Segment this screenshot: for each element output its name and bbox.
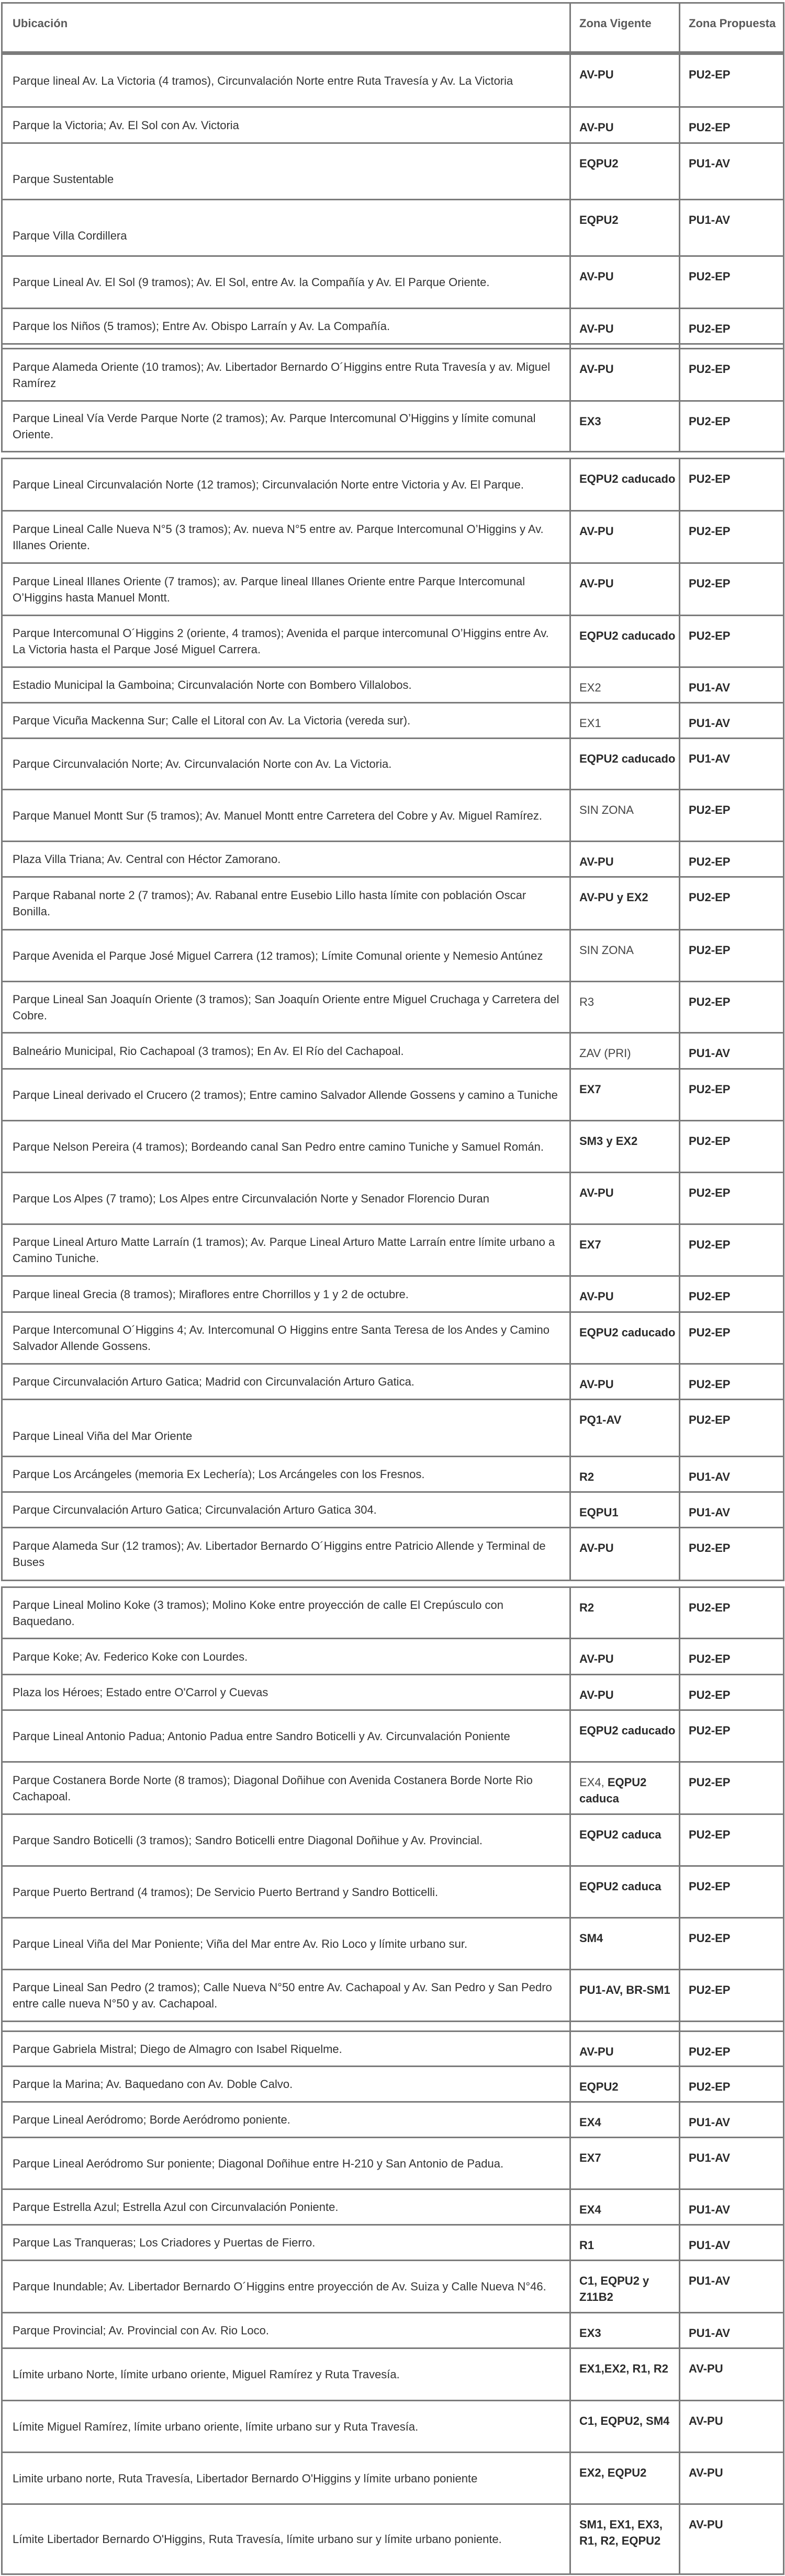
ubicacion-cell: Parque Lineal Calle Nueva N°5 (3 tramos); Av. nueva N°5 entre av. Parque Intercomunal O’Higgins y Av. Illanes Oriente.	[13, 522, 544, 552]
zona-propuesta-cell: PU1-AV	[679, 668, 783, 702]
ubicacion-cell: Parque Avenida el Parque José Miguel Carrera (12 tramos); Límite Comunal oriente y Nemesio Antúnez	[13, 949, 543, 962]
zona-vigente-cell: C1, EQPU2 y Z11B2	[569, 2261, 679, 2312]
ubicacion-cell: Parque Estrella Azul; Estrella Azul con Circunvalación Poniente.	[13, 2200, 339, 2214]
zona-propuesta-cell: PU1-AV	[679, 1034, 783, 1068]
ubicacion-cell: Plaza los Héroes; Estado entre O'Carrol y Cuevas	[13, 1686, 268, 1699]
table-row	[1, 458, 784, 512]
zona-propuesta-cell: AV-PU	[679, 2505, 783, 2573]
ubicacion-cell: Parque Villa Cordillera	[13, 229, 127, 242]
table-row	[1, 348, 784, 402]
table-row	[1, 1709, 784, 1763]
zona-vigente-cell: EQPU2 caducado	[569, 616, 679, 666]
zona-vigente-cell: SIN ZONA	[569, 930, 679, 981]
zona-vigente-cell: EX1,EX2, R1, R2	[569, 2349, 679, 2400]
zona-vigente-cell: EX7	[569, 1225, 679, 1275]
table-row	[1, 1761, 784, 1815]
zona-propuesta-cell: PU2-EP	[679, 1121, 783, 1172]
zona-propuesta-cell: PU2-EP	[679, 1675, 783, 1709]
ubicacion-cell: Parque Koke; Av. Federico Koke con Lourdes.	[13, 1650, 248, 1663]
ubicacion-cell: Parque Sandro Boticelli (3 tramos); Sandro Boticelli entre Diagonal Doñihue y Av. Provincial.	[13, 1833, 483, 1847]
zona-propuesta-cell: PU2-EP	[679, 1070, 783, 1120]
zona-propuesta-cell: PU2-EP	[679, 1528, 783, 1580]
zona-propuesta-cell: PU1-AV	[679, 2313, 783, 2347]
table-row	[1, 199, 784, 257]
table-row	[1, 255, 784, 309]
ubicacion-cell: Límite Libertador Bernardo O'Higgins, Ruta Travesía, límite urbano sur y límite urbano poniente.	[13, 2533, 502, 2546]
table-row	[1, 841, 784, 878]
zona-propuesta-cell: PU1-AV	[679, 1457, 783, 1491]
ubicacion-cell: Parque Lineal Vía Verde Parque Norte (2 tramos); Av. Parque Intercomunal O’Higgins y límite comunal Oriente.	[13, 412, 536, 441]
table-row	[1, 1527, 784, 1581]
zona-vigente-cell: PU1-AV, BR-SM1	[569, 1970, 679, 2021]
table-row	[1, 876, 784, 930]
zona-propuesta-cell: PU2-EP	[679, 878, 783, 929]
zona-vigente-cell: R1	[569, 2226, 679, 2260]
zona-vigente-cell: AV-PU	[569, 1365, 679, 1399]
ubicacion-cell: Parque Lineal Molino Koke (3 tramos); Molino Koke entre proyección de calle El Crepúsculo con Baquedano.	[13, 1598, 503, 1628]
table-row	[1, 1311, 784, 1365]
table-row	[1, 1275, 784, 1313]
ubicacion-cell: Parque lineal Av. La Victoria (4 tramos), Circunvalación Norte entre Ruta Travesía y Av. La Victoria	[13, 74, 513, 87]
table-row	[1, 400, 784, 452]
zona-propuesta-cell: PU2-EP	[679, 1763, 783, 1813]
zona-propuesta-cell: PU1-AV	[679, 703, 783, 737]
zona-propuesta-cell: PU1-AV	[679, 2261, 783, 2312]
ubicacion-cell: Parque Nelson Pereira (4 tramos); Bordeando canal San Pedro entre camino Tuniche y Samuel Román.	[13, 1140, 544, 1153]
table-header	[1, 2, 784, 55]
zona-vigente-cell: EQPU1	[569, 1493, 679, 1527]
ubicacion-cell: Parque Lineal Arturo Matte Larraín (1 tramos); Av. Parque Lineal Arturo Matte Larraín entre límite urbano a Camino Tuniche.	[13, 1235, 555, 1265]
zona-propuesta-cell: PU2-EP	[679, 512, 783, 562]
ubicacion-cell: Parque Alameda Oriente (10 tramos); Av. Libertador Bernardo O´Higgins entre Ruta Travesía y av. Miguel Ramírez	[13, 360, 551, 390]
table-row	[1, 2030, 784, 2067]
zona-propuesta-cell: PU2-EP	[679, 257, 783, 308]
header-zona-propuesta: Zona Propuesta	[679, 4, 783, 51]
table-row	[1, 2188, 784, 2226]
separator-cell	[3, 2022, 569, 2030]
table-row	[1, 2066, 784, 2103]
ubicacion-cell: Parque Circunvalación Arturo Gatica; Madrid con Circunvalación Arturo Gatica.	[13, 1375, 414, 1388]
ubicacion-cell: Parque Lineal Aeródromo; Borde Aeródromo poniente.	[13, 2113, 290, 2126]
ubicacion-cell: Parque Lineal Illanes Oriente (7 tramos); av. Parque lineal Illanes Oriente entre Parque Intercomunal O’Higgins hasta Manuel Montt.	[13, 574, 525, 604]
zona-propuesta-cell: PU1-AV	[679, 1493, 783, 1527]
zona-vigente-cell: EX2	[569, 668, 679, 702]
zona-propuesta-cell: PU2-EP	[679, 1400, 783, 1456]
ubicacion-cell: Parque Gabriela Mistral; Diego de Almagro con Isabel Riquelme.	[13, 2042, 342, 2056]
ubicacion-cell: Parque Lineal Av. El Sol (9 tramos); Av. El Sol, entre Av. la Compañía y Av. El Parque Oriente.	[13, 276, 490, 289]
zona-vigente-cell: AV-PU y EX2	[569, 878, 679, 929]
separator-cell	[679, 2022, 783, 2030]
table-row	[1, 1456, 784, 1493]
zona-vigente-cell: SM1, EX1, EX3, R1, R2, EQPU2	[569, 2505, 679, 2573]
zona-propuesta-cell: PU1-AV	[679, 144, 783, 199]
ubicacion-cell: Parque Circunvalación Norte; Av. Circunvalación Norte con Av. La Victoria.	[13, 757, 392, 770]
zona-vigente-cell: AV-PU	[569, 842, 679, 876]
table-row	[1, 562, 784, 616]
zona-propuesta-cell: PU2-EP	[679, 2032, 783, 2066]
zona-vigente-cell: AV-PU	[569, 309, 679, 343]
zona-vigente-cell: R2	[569, 1457, 679, 1491]
zona-propuesta-cell: PU2-EP	[679, 309, 783, 343]
zona-propuesta-cell: PU2-EP	[679, 1277, 783, 1311]
ubicacion-cell: Parque Lineal Circunvalación Norte (12 tramos); Circunvalación Norte entre Victoria y Av. El Parque.	[13, 478, 524, 491]
ubicacion-cell: Límite urbano Norte, límite urbano oriente, Miguel Ramírez y Ruta Travesía.	[13, 2368, 400, 2381]
zona-propuesta-cell: PU2-EP	[679, 982, 783, 1032]
table-row	[1, 2260, 784, 2313]
ubicacion-cell: Estadio Municipal la Gamboina; Circunvalación Norte con Bombero Villalobos.	[13, 678, 412, 691]
zona-vigente-cell: EX2, EQPU2	[569, 2453, 679, 2503]
zona-vigente-cell: AV-PU	[569, 1528, 679, 1580]
ubicacion-cell: Parque Lineal Viña del Mar Oriente	[13, 1429, 193, 1443]
zona-vigente-value: EQPU2 caduca	[579, 1776, 647, 1805]
table-row	[1, 929, 784, 982]
table-row	[1, 1032, 784, 1070]
zona-propuesta-cell: AV-PU	[679, 2401, 783, 2452]
ubicacion-cell: Parque lineal Grecia (8 tramos); Miraflores entre Chorrillos y 1 y 2 de octubre.	[13, 1287, 409, 1301]
zona-propuesta-cell: PU1-AV	[679, 739, 783, 789]
zona-vigente-cell: EX7	[569, 1070, 679, 1120]
table-row	[1, 789, 784, 842]
ubicacion-cell: Parque Lineal Viña del Mar Poniente; Viña del Mar entre Av. Rio Loco y límite urbano sur.	[13, 1937, 468, 1950]
table-row	[1, 1865, 784, 1919]
zona-vigente-cell: EQPU2	[569, 2067, 679, 2101]
zona-vigente-cell: EX3	[569, 402, 679, 451]
table-row	[1, 1120, 784, 1173]
zona-propuesta-cell: PU2-EP	[679, 930, 783, 981]
ubicacion-cell: Parque Costanera Borde Norte (8 tramos); Diagonal Doñihue con Avenida Costanera Borde Norte Rio Cachapoal.	[13, 1773, 533, 1803]
zona-propuesta-cell: AV-PU	[679, 2453, 783, 2503]
table-row	[1, 1491, 784, 1528]
zona-propuesta-cell: PU1-AV	[679, 2138, 783, 2188]
ubicacion-cell: Parque Lineal derivado el Crucero (2 tramos); Entre camino Salvador Allende Gossens y camino a Tuniche	[13, 1088, 558, 1102]
table-row	[1, 1917, 784, 1970]
zona-vigente-cell: EX4	[569, 2190, 679, 2224]
ubicacion-cell: Parque Puerto Bertrand (4 tramos); De Servicio Puerto Bertrand y Sandro Botticelli.	[13, 1885, 439, 1899]
zona-propuesta-cell: PU2-EP	[679, 1919, 783, 1969]
ubicacion-cell: Parque Vicuña Mackenna Sur; Calle el Litoral con Av. La Victoria (vereda sur).	[13, 714, 411, 727]
zona-propuesta-cell: PU2-EP	[679, 1970, 783, 2021]
ubicacion-cell: Parque Circunvalación Arturo Gatica; Circunvalación Arturo Gatica 304.	[13, 1503, 377, 1516]
ubicacion-cell: Parque Intercomunal O´Higgins 4; Av. Intercomunal O Higgins entre Santa Teresa de los Andes y Camino Salvador Allende Gossens.	[13, 1323, 550, 1353]
zona-propuesta-cell: PU2-EP	[679, 402, 783, 451]
ubicacion-cell: Balneário Municipal, Rio Cachapoal (3 tramos); En Av. El Río del Cachapoal.	[13, 1044, 404, 1058]
zona-vigente-cell: AV-PU	[569, 2032, 679, 2066]
zona-propuesta-cell: PU2-EP	[679, 616, 783, 666]
zona-propuesta-cell: PU1-AV	[679, 2103, 783, 2137]
ubicacion-cell: Parque Lineal San Joaquín Oriente (3 tramos); San Joaquín Oriente entre Miguel Cruchaga y Carretera del Cobre.	[13, 992, 559, 1022]
zona-vigente-cell: AV-PU	[569, 564, 679, 615]
zona-propuesta-cell: PU2-EP	[679, 1365, 783, 1399]
ubicacion-cell: Parque Lineal Aeródromo Sur poniente; Diagonal Doñihue entre H-210 y San Antonio de Padua.	[13, 2157, 504, 2170]
zona-vigente-cell: SM4	[569, 1919, 679, 1969]
ubicacion-cell: Parque Alameda Sur (12 tramos); Av. Libertador Bernardo O´Higgins entre Patricio Allende y Terminal de Buses	[13, 1539, 546, 1569]
zona-vigente-cell: EQPU2 caducado	[569, 1313, 679, 1363]
zona-propuesta-cell: PU2-EP	[679, 1588, 783, 1638]
ubicacion-cell: Limite urbano norte, Ruta Travesía, Libertador Bernardo O'Higgins y límite urbano poniente	[13, 2471, 478, 2485]
table-row	[1, 1813, 784, 1867]
zona-vigente-cell: SIN ZONA	[569, 790, 679, 841]
zona-propuesta-cell: PU2-EP	[679, 1639, 783, 1674]
zona-vigente-cell: EQPU2 caduca	[569, 1815, 679, 1865]
table-row	[1, 2101, 784, 2138]
zona-propuesta-cell: PU2-EP	[679, 1711, 783, 1761]
zona-propuesta-cell: PU2-EP	[679, 790, 783, 841]
ubicacion-cell: Parque Los Alpes (7 tramo); Los Alpes entre Circunvalación Norte y Senador Florencio Duran	[13, 1191, 490, 1205]
zona-propuesta-cell: PU2-EP	[679, 459, 783, 510]
ubicacion-cell: Parque la Marina; Av. Baquedano con Av. Doble Calvo.	[13, 2078, 293, 2091]
table-row	[1, 737, 784, 790]
zona-propuesta-cell: PU2-EP	[679, 2067, 783, 2101]
zona-vigente-cell: EX7	[569, 2138, 679, 2188]
ubicacion-cell: Parque Rabanal norte 2 (7 tramos); Av. Rabanal entre Eusebio Lillo hasta límite con población Oscar Bonilla.	[13, 889, 526, 918]
ubicacion-cell: Parque Lineal San Pedro (2 tramos); Calle Nueva N°50 entre Av. Cachapoal y Av. San Pedro y San Pedro entre calle nueva N°50 y av. Cachapoal.	[13, 1981, 552, 2010]
ubicacion-cell: Plaza Villa Triana; Av. Central con Héctor Zamorano.	[13, 853, 281, 866]
zona-propuesta-cell: PU2-EP	[679, 842, 783, 876]
table-row	[1, 1674, 784, 1711]
zona-vigente-cell: AV-PU	[569, 1639, 679, 1674]
table-row	[1, 2224, 784, 2261]
zona-propuesta-cell: PU1-AV	[679, 2226, 783, 2260]
zona-vigente-cell: C1, EQPU2, SM4	[569, 2401, 679, 2452]
zona-vigente-cell: EQPU2 caducado	[569, 459, 679, 510]
header-ubicacion: Ubicación	[13, 17, 68, 30]
zona-vigente-cell: AV-PU	[569, 512, 679, 562]
zona-vigente-cell: SM3 y EX2	[569, 1121, 679, 1172]
table-row	[1, 142, 784, 200]
zona-vigente-prefix: EX4,	[579, 1776, 608, 1789]
zona-vigente-cell: EQPU2	[569, 144, 679, 199]
table-row	[1, 666, 784, 703]
zona-propuesta-cell: PU1-AV	[679, 2190, 783, 2224]
zona-vigente-cell: R3	[569, 982, 679, 1032]
zona-vigente-cell: AV-PU	[569, 1277, 679, 1311]
zona-propuesta-cell: PU2-EP	[679, 1815, 783, 1865]
zona-vigente-cell: EX1	[569, 703, 679, 737]
table-row	[1, 1969, 784, 2022]
ubicacion-cell: Parque Manuel Montt Sur (5 tramos); Av. Manuel Montt entre Carretera del Cobre y Av. Miguel Ramírez.	[13, 809, 543, 822]
table-row	[1, 1363, 784, 1400]
ubicacion-cell: Parque Inundable; Av. Libertador Bernardo O´Higgins entre proyección de Av. Suiza y Calle Nueva N°46.	[13, 2280, 546, 2293]
zona-vigente-cell: AV-PU	[569, 55, 679, 106]
table-row	[1, 1586, 784, 1639]
zona-vigente-cell: AV-PU	[569, 1173, 679, 1223]
ubicacion-cell: Límite Miguel Ramírez, límite urbano oriente, límite urbano sur y Ruta Travesía.	[13, 2420, 419, 2433]
separator-cell	[569, 2022, 679, 2030]
zona-vigente-cell: EQPU2	[569, 200, 679, 255]
zona-vigente-cell: EQPU2 caducado	[569, 739, 679, 789]
ubicacion-cell: Parque Los Arcángeles (memoria Ex Lechería); Los Arcángeles con los Fresnos.	[13, 1468, 425, 1481]
table-row	[1, 1399, 784, 1457]
zona-vigente-cell: ZAV (PRI)	[569, 1034, 679, 1068]
table-row	[1, 2400, 784, 2453]
table-row	[1, 1068, 784, 1121]
table-row	[1, 615, 784, 668]
ubicacion-cell: Parque la Victoria; Av. El Sol con Av. Victoria	[13, 118, 239, 132]
ubicacion-cell: Parque Provincial; Av. Provincial con Av. Rio Loco.	[13, 2324, 269, 2337]
zona-vigente-cell: AV-PU	[569, 1675, 679, 1709]
zona-propuesta-cell: PU2-EP	[679, 1225, 783, 1275]
zona-vigente-cell	[569, 1763, 679, 1813]
zona-vigente-cell: EX4	[569, 2103, 679, 2137]
table-row	[1, 308, 784, 345]
zona-propuesta-cell: PU2-EP	[679, 1173, 783, 1223]
table-row	[1, 2503, 784, 2575]
zona-propuesta-cell: PU2-EP	[679, 1867, 783, 1917]
table-row	[1, 2452, 784, 2505]
ubicacion-cell: Parque los Niños (5 tramos); Entre Av. Obispo Larraín y Av. La Compañía.	[13, 320, 390, 333]
table-row	[1, 1638, 784, 1675]
zona-propuesta-cell: AV-PU	[679, 2349, 783, 2400]
zona-propuesta-cell: PU2-EP	[679, 349, 783, 400]
table-row	[1, 981, 784, 1034]
zona-vigente-cell: AV-PU	[569, 257, 679, 308]
table-row	[1, 702, 784, 739]
zona-vigente-cell: EX3	[569, 2313, 679, 2347]
ubicacion-cell: Parque Las Tranqueras; Los Criadores y Puertas de Fierro.	[13, 2236, 316, 2249]
zona-vigente-cell: R2	[569, 1588, 679, 1638]
table-row	[1, 1172, 784, 1225]
zona-propuesta-cell: PU2-EP	[679, 564, 783, 615]
zona-vigente-cell: EQPU2 caducado	[569, 1711, 679, 1761]
zona-propuesta-cell: PU2-EP	[679, 108, 783, 142]
zona-vigente-cell: EQPU2 caduca	[569, 1867, 679, 1917]
table-row	[1, 2312, 784, 2349]
table-row	[1, 53, 784, 108]
table-row	[1, 1223, 784, 1277]
ubicacion-cell: Parque Lineal Antonio Padua; Antonio Padua entre Sandro Boticelli y Av. Circunvalación Poniente	[13, 1729, 510, 1743]
table-row	[1, 2137, 784, 2190]
ubicacion-cell: Parque Sustentable	[13, 173, 114, 186]
zona-propuesta-cell: PU2-EP	[679, 55, 783, 106]
table-row	[1, 2347, 784, 2401]
zona-vigente-cell: AV-PU	[569, 349, 679, 400]
ubicacion-cell: Parque Intercomunal O´Higgins 2 (oriente, 4 tramos); Avenida el parque intercomunal O’Higgins entre Av. La Victoria hasta el Parque José Miguel Carrera.	[13, 627, 549, 656]
zona-propuesta-cell: PU1-AV	[679, 200, 783, 255]
header-zona-vigente: Zona Vigente	[569, 4, 679, 51]
zona-vigente-cell: AV-PU	[569, 108, 679, 142]
table-row	[1, 510, 784, 564]
zona-vigente-cell: PQ1-AV	[569, 1400, 679, 1456]
zona-propuesta-cell: PU2-EP	[679, 1313, 783, 1363]
table-row	[1, 106, 784, 144]
